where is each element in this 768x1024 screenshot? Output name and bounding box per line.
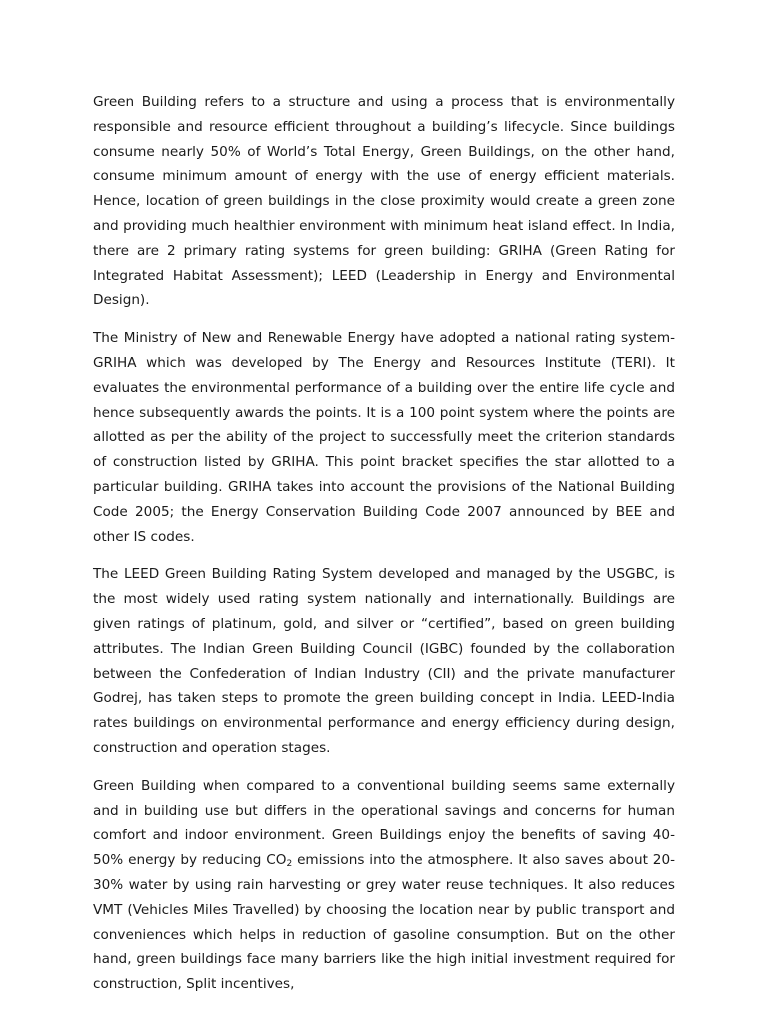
paragraph-text-part-2: emissions into the atmosphere. It also saves about 20-30% water by using rain harvesting or grey water reuse techniques. It also reduces VMT (Vehicles Miles Travelled) by choosing the location near by public transport and conveniences which helps in reduction of gasoline consumption. But on the other hand, green buildings face many barriers like the high initial investment required for construction, Split incentives, — [93, 852, 675, 993]
paragraph-green-building-definition: Green Building refers to a structure and using a process that is environmentally responsible and resource efficient throughout a building’s lifecycle. Since buildings consume nearly 50% of World’s Total Energy, Green Buildings, on the other hand, consume minimum amount of energy with the use of energy efficient materials. Hence, location of green buildings in the close proximity would create a green zone and providing much healthier environment with minimum heat island effect. In India, there are 2 primary rating systems for green building: GRIHA (Green Rating for Integrated Habitat Assessment); LEED (Leadership in Energy and Environmental Design). — [93, 94, 675, 309]
paragraph-leed-rating: The LEED Green Building Rating System developed and managed by the USGBC, is the most widely used rating system nationally and internationally. Buildings are given ratings of platinum, gold, and silver or “certified”, based on green building attributes. The Indian Green Building Council (IGBC) founded by the collaboration between the Confederation of Indian Industry (CII) and the private manufacturer Godrej, has taken steps to promote the green building concept in India. LEED-India rates buildings on environmental performance and energy efficiency during design, construction and operation stages. — [93, 566, 675, 756]
co2-subscript: 2 — [286, 859, 293, 870]
paragraph-green-building-comparison — [93, 774, 675, 997]
document-page — [93, 90, 675, 997]
paragraph-griha-rating: The Ministry of New and Renewable Energy have adopted a national rating system-GRIHA which was developed by The Energy and Resources Institute (TERI). It evaluates the environmental performance of a building over the entire life cycle and hence subsequently awards the points. It is a 100 point system where the points are allotted as per the ability of the project to successfully meet the criterion standards of construction listed by GRIHA. This point bracket specifies the star allotted to a particular building. GRIHA takes into account the provisions of the National Building Code 2005; the Energy Conservation Building Code 2007 announced by BEE and other IS codes. — [93, 330, 675, 545]
paragraph-text-part-1: Green Building when compared to a conventional building seems same externally and in building use but differs in the operational savings and concerns for human comfort and indoor environment. Green Buildings enjoy the benefits of saving 40-50% energy by reducing CO — [93, 777, 675, 869]
